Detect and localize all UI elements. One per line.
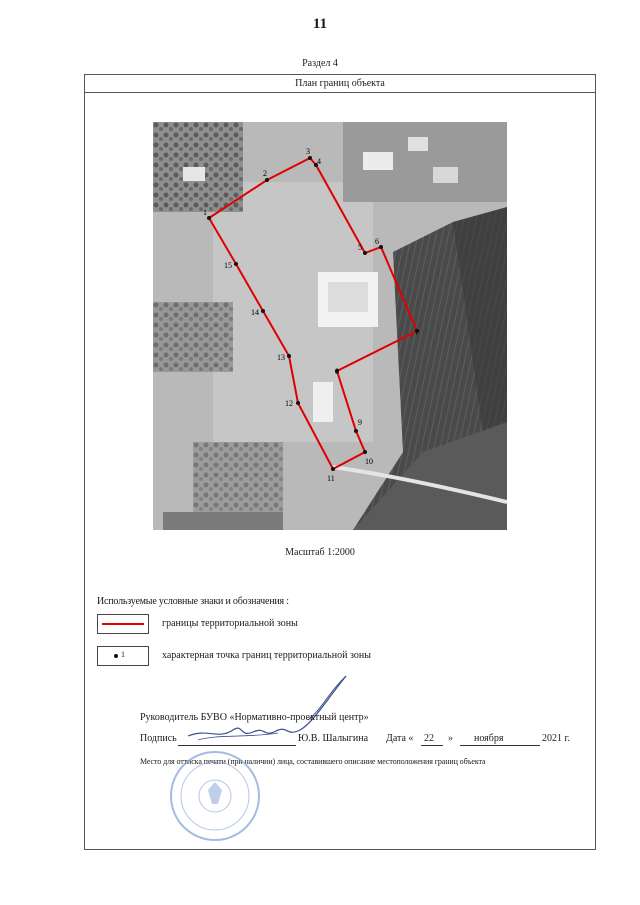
date-day-close: » <box>448 733 453 744</box>
map-point-label: 14 <box>251 308 259 317</box>
map-point-label: 8 <box>335 367 339 376</box>
legend-point-sample <box>97 646 149 666</box>
legend-point-sample-label: 1 <box>121 650 125 659</box>
legend-point-text: характерная точка границ территориальной зоны <box>162 650 371 661</box>
point-symbol <box>114 654 118 658</box>
month-underline <box>460 745 540 746</box>
map-point-label: 2 <box>263 169 267 178</box>
map-point-label: 7 <box>415 328 419 337</box>
head-title: Руководитель БУВО «Нормативно-проектный центр» <box>140 712 369 723</box>
date-month: ноября <box>474 733 504 744</box>
map-point-label: 3 <box>306 147 310 156</box>
map-point-label: 13 <box>277 353 285 362</box>
boundary-line-symbol <box>102 623 144 625</box>
day-underline <box>421 745 443 746</box>
scale-label: Масштаб 1:2000 <box>285 547 355 558</box>
map-point-label: 4 <box>317 157 321 166</box>
seal-note: Место для оттиска печати (при наличии) лица, составившего описание местоположения границ объекта <box>140 757 486 766</box>
page-number: 11 <box>312 16 328 32</box>
legend-line-sample <box>97 614 149 634</box>
section-label: Раздел 4 <box>302 58 338 69</box>
map-point-label: 5 <box>358 243 362 252</box>
frame-title: План границ объекта <box>85 75 595 93</box>
legend-title: Используемые условные знаки и обозначения : <box>97 596 289 607</box>
legend-line-text: границы территориальной зоны <box>162 618 298 629</box>
map-point-label: 12 <box>285 399 293 408</box>
map-point-label: 1 <box>203 208 207 217</box>
signer-name: Ю.В. Шалыгина <box>298 733 369 744</box>
aerial-map <box>153 122 507 530</box>
official-seal <box>160 746 270 846</box>
map-point-label: 10 <box>365 457 373 466</box>
date-year: 2021 г. <box>542 733 570 744</box>
map-point-label: 6 <box>375 237 379 246</box>
date-label: Дата « <box>386 733 414 744</box>
map-point-label: 11 <box>327 474 335 483</box>
map-point-label: 9 <box>358 418 362 427</box>
sign-label: Подпись <box>140 733 177 744</box>
date-day: 22 <box>424 733 434 744</box>
map-point-label: 15 <box>224 261 232 270</box>
